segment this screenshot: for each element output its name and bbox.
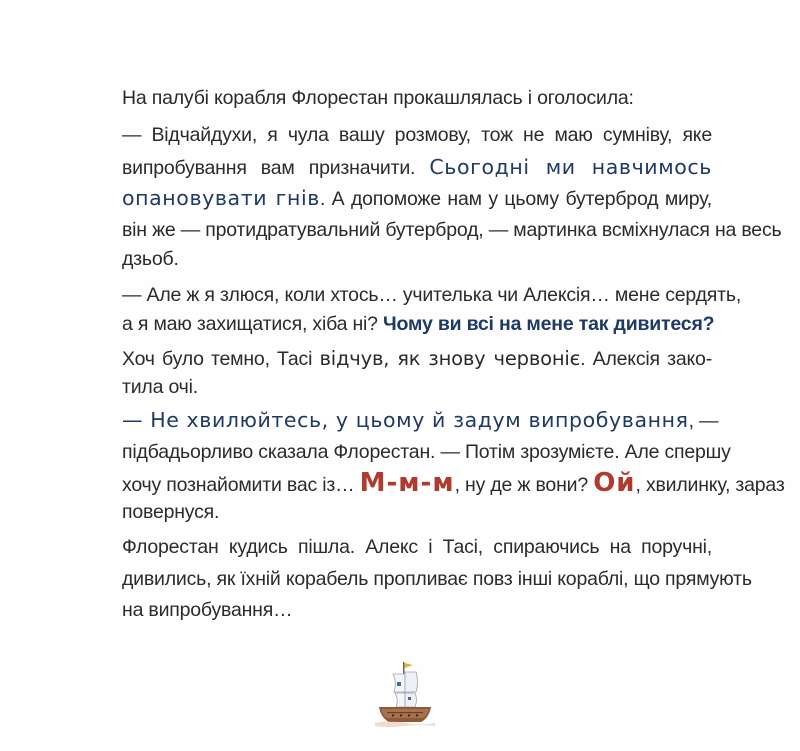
paragraph-line-4: опановувати гнів. А допоможе нам у цьому бутерброд миру, [122,186,712,210]
paragraph-line-2: — Відчайдухи, я чула вашу розмову, тож не маю сумніву, яке [122,124,712,146]
paragraph-line-17: на випробування… [122,599,293,621]
paragraph-line-10: тила очі. [122,376,198,398]
exclamation-oi: Ой [593,468,636,498]
paragraph-line-15: Флорестан кудись пішла. Алекс і Тасі, спираючись на поручні, [122,536,712,558]
paragraph-line-16: дивились, як їхній корабель пропливає повз інші кораблі, що прямують [122,568,752,590]
ship-icon [375,660,435,732]
highlight-phrase: опановувати гнів [122,186,320,210]
paragraph-line-5: він же — протидратувальний бутерброд, — мартинка всміхнулася на весь [122,219,782,241]
paragraph-line-6: дзьоб. [122,248,179,270]
highlight-phrase: Сьогодні ми навчимось [429,155,712,179]
paragraph-line-7: — Але ж я злюся, коли хтось… учителька чи Алексія… мене сердять, [122,284,742,306]
bold-question: Чому ви всі на мене так дивитеся? [383,313,715,335]
emphasis-phrase: відчув, як знову червоніє [319,347,581,370]
paragraph-line-11: — Не хвилюйтесь, у цьому й задум випробування, — [122,408,719,432]
highlight-phrase: — Не хвилюйтесь, у цьому й задум випробування [122,408,689,432]
exclamation-mmm: М-м-м [359,468,455,498]
paragraph-line-3: випробування вам призначити. Сьогодні ми навчимось [122,155,712,179]
paragraph-line-12: підбадьорливо сказала Флорестан. — Потім зрозумієте. Але спершу [122,441,731,463]
paragraph-line-14: повернуся. [122,501,220,523]
paragraph-line-13: хочу познайомити вас із… М-м-м, ну де ж вони? Ой, хвилинку, зараз [122,468,785,498]
paragraph-line-1: На палубі корабля Флорестан прокашлялась і оголосила: [122,87,634,109]
paragraph-line-8: а я маю захищатися, хіба ні? Чому ви всі на мене так дивитеся? [122,313,715,335]
paragraph-line-9: Хоч було темно, Тасі відчув, як знову червоніє. Алексія зако- [122,347,712,370]
